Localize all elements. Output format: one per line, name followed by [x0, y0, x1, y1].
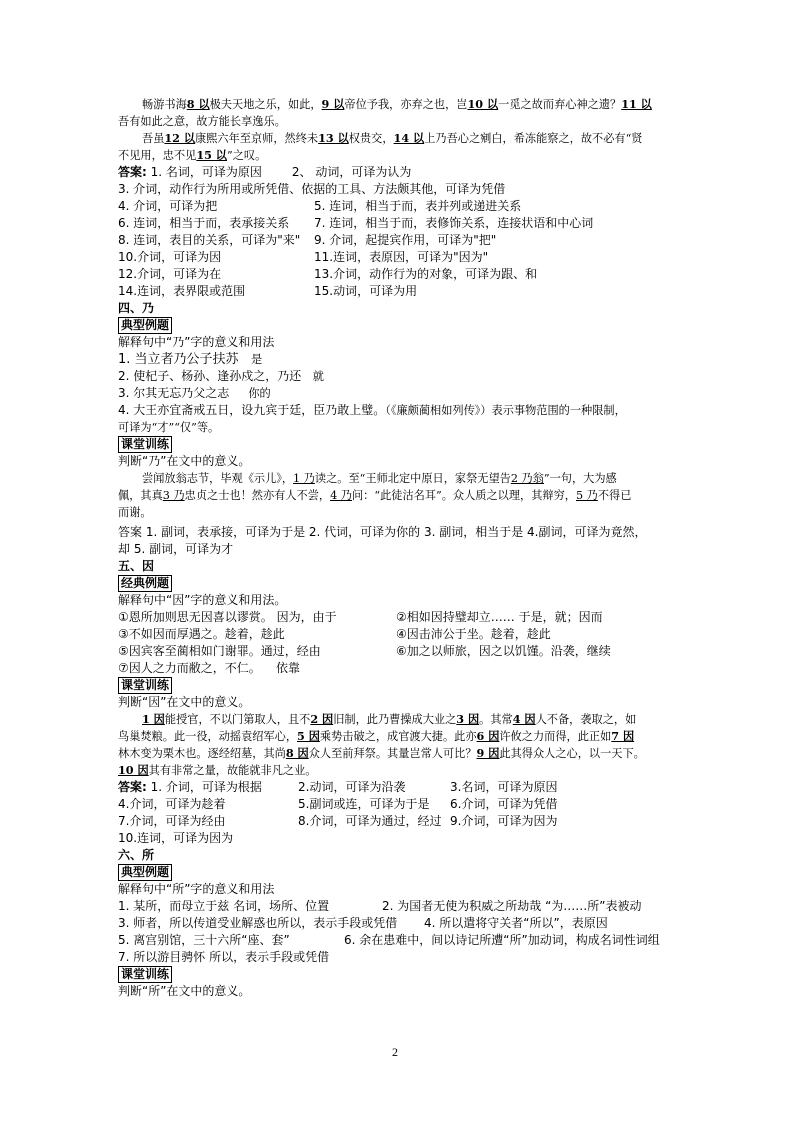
example-row: ③不如因而厚遇之。趁着，趁此 ④因击沛公于坐。趁着，趁此 — [118, 627, 551, 641]
example-box-line — [118, 317, 678, 334]
answer-line: 8. 连词，表目的关系，可译为"来" 9. 介词，起提宾作用，可译为"把" — [118, 233, 497, 247]
answer-line: 6. 连词，相当于而，表承接关系 7. 连词，相当于而，表修饰关系，连接状语和中心词 — [118, 216, 594, 230]
answer-line: 14.连词，表界限或范围 15.动词，可译为用 — [118, 284, 418, 298]
page-number: 2 — [392, 1045, 398, 1059]
passage-line: 1 因能授官，不以门第取人，且不2 因旧制，此乃曹操成大业之3 因。其常4 因人不备，袭取之，如 — [142, 712, 637, 726]
practice-box-line — [118, 436, 678, 453]
practice-box: 课堂训练 — [118, 436, 172, 453]
practice-intro: 判断“所”在文中的意义。 — [118, 984, 251, 998]
answer-line: 10.连词，可译为因为 — [118, 831, 234, 845]
example-box: 典型例题 — [118, 317, 172, 334]
section-heading: 六、所 — [118, 848, 155, 862]
answer-line: 答案: 1. 介词，可译为根据 2.动词，可译为沿袭 3.名词，可译为原因 — [118, 780, 558, 794]
passage-line: 不见用，忠不见15 以”之叹。 — [118, 148, 267, 162]
intro-text: 解释句中“乃”字的意义和用法 — [118, 335, 275, 349]
example-row: 3. 师者，所以传道受业解惑也所以，表示手段或凭借 4. 所以遣将守关者“所以”，表原因 — [118, 916, 608, 930]
intro-text: 解释句中“因”字的意义和用法。 — [118, 593, 287, 607]
example-row: ⑤因宾客至蔺相如门谢罪。通过，经由 ⑥加之以师旅，因之以饥馑。沿袭，继续 — [118, 644, 611, 658]
example-row: 5. 离宫别馆，三十六所“座、套” 6. 余在患难中，间以诗记所遭“所”加动词，构成名词性词组 — [118, 933, 660, 947]
answer-line: 12.介词，可译为在 13.介词，动作行为的对象，可译为跟、和 — [118, 267, 538, 281]
practice-box-line — [118, 966, 678, 983]
question-line: 可译为“才”“仅”等。 — [118, 421, 220, 434]
section-heading: 五、因 — [118, 559, 155, 573]
section-heading: 四、乃 — [118, 301, 155, 315]
passage-line: 尝闻放翁志节，毕观《示儿》，1 乃读之。至“王师北定中原日，家祭无望告2 乃翁”一句，大为感 — [142, 472, 617, 485]
example-box-line — [118, 575, 678, 592]
answer-line: 3. 介词，动作行为所用或所凭借、依据的工具、方法颇其他，可译为凭借 — [118, 182, 506, 196]
passage-line: 佩，其真3 乃忠贞之士也！然亦有人不尝，4 乃问：“此徒沽名耳”。众人质之以理，其辩穷，5 乃不得已 — [118, 489, 632, 502]
answer-line: 10.介词，可译为因 11.连词，表原因，可译为"因为" — [118, 250, 489, 264]
answer-line: 4.介词，可译为趁着 5.副词或连，可译为于是 6.介词，可译为凭借 — [118, 797, 558, 811]
intro-text: 解释句中“所”字的意义和用法 — [118, 882, 275, 896]
answer-line: 答案 1. 副词，表承接，可译为于是 2. 代词，可译为你的 3. 副词，相当于是 4.副词，可译为竟然， — [118, 525, 647, 539]
answer-line: 答案: 1. 名词，可译为原因 2、 动词，可译为认为 — [118, 165, 412, 179]
answer-line: 7.介词，可译为经由 8.介词，可译为通过，经过 9.介词，可译为因为 — [118, 814, 558, 828]
passage-line: 而谢。 — [118, 506, 152, 519]
practice-intro: 判断“乃”在文中的意义。 — [118, 454, 251, 468]
passage-line: 10 因其有非常之量，故能就非凡之业。 — [118, 763, 317, 777]
example-box: 经典例题 — [118, 575, 172, 592]
example-box-line — [118, 864, 678, 881]
example-box: 典型例题 — [118, 864, 172, 881]
passage-line: 鸟巢焚粮。此一役，动摇袁绍军心，5 因乘势击破之，成官渡大捷。此亦6 因许攸之力而得，此正如7 因 — [118, 729, 635, 743]
practice-intro: 判断“因”在文中的意义。 — [118, 695, 251, 709]
question-line: 1. 当立者乃公子扶苏 是 — [118, 352, 263, 367]
example-row: 7. 所以游目骋怀 所以，表示手段或凭借 — [118, 950, 330, 964]
passage-line: 林木变为栗木也。逐经绍墓，其尚8 因众人至前拜祭。其量岂常人可比？9 因此其得众人之心，以一天下。 — [118, 746, 645, 760]
passage-line: 吾有如此之意，故方能长享逸乐。 — [118, 115, 286, 128]
practice-box-line — [118, 677, 678, 694]
practice-box: 课堂训练 — [118, 966, 172, 983]
example-row: ⑦因人之力而敝之，不仁。 依靠 — [118, 661, 301, 675]
example-row: 1. 某所，而母立于兹 名词，场所、位置 2. 为国者无使为积威之所劫哉 “为……所”表被动 — [118, 899, 642, 913]
document-page — [118, 96, 678, 1000]
example-row: ①恩所加则思无因喜以谬赏。 因为，由于 ②相如因持璧却立…… 于是，就；因而 — [118, 610, 603, 624]
question-line: 2. 使杞子、杨孙、逢孙戍之，乃还 就 — [118, 369, 324, 383]
answer-line: 却 5. 副词，可译为才 — [118, 542, 234, 556]
passage-line: 畅游书海8 以极夫天地之乐，如此，9 以帝位予我，亦弃之也，岂10 以一觅之故而弃心神之遗？11 以 — [142, 97, 652, 111]
question-line: 4. 大王亦宜斋戒五日，设九宾于廷，臣乃敢上璧。（《廉颇蔺相如列传》）表示事物范围的一种限制， — [118, 403, 626, 417]
question-line: 3. 尔其无忘乃父之志 你的 — [118, 386, 271, 400]
practice-box: 课堂训练 — [118, 677, 172, 694]
answer-line: 4. 介词，可译为把 5. 连词，相当于而，表并列或递进关系 — [118, 199, 522, 213]
passage-line: 吾虽12 以康熙六年至京师，然终未13 以权贵交，14 以上乃吾心之剜白，希冻能察之，故不必有“贤 — [142, 131, 643, 145]
